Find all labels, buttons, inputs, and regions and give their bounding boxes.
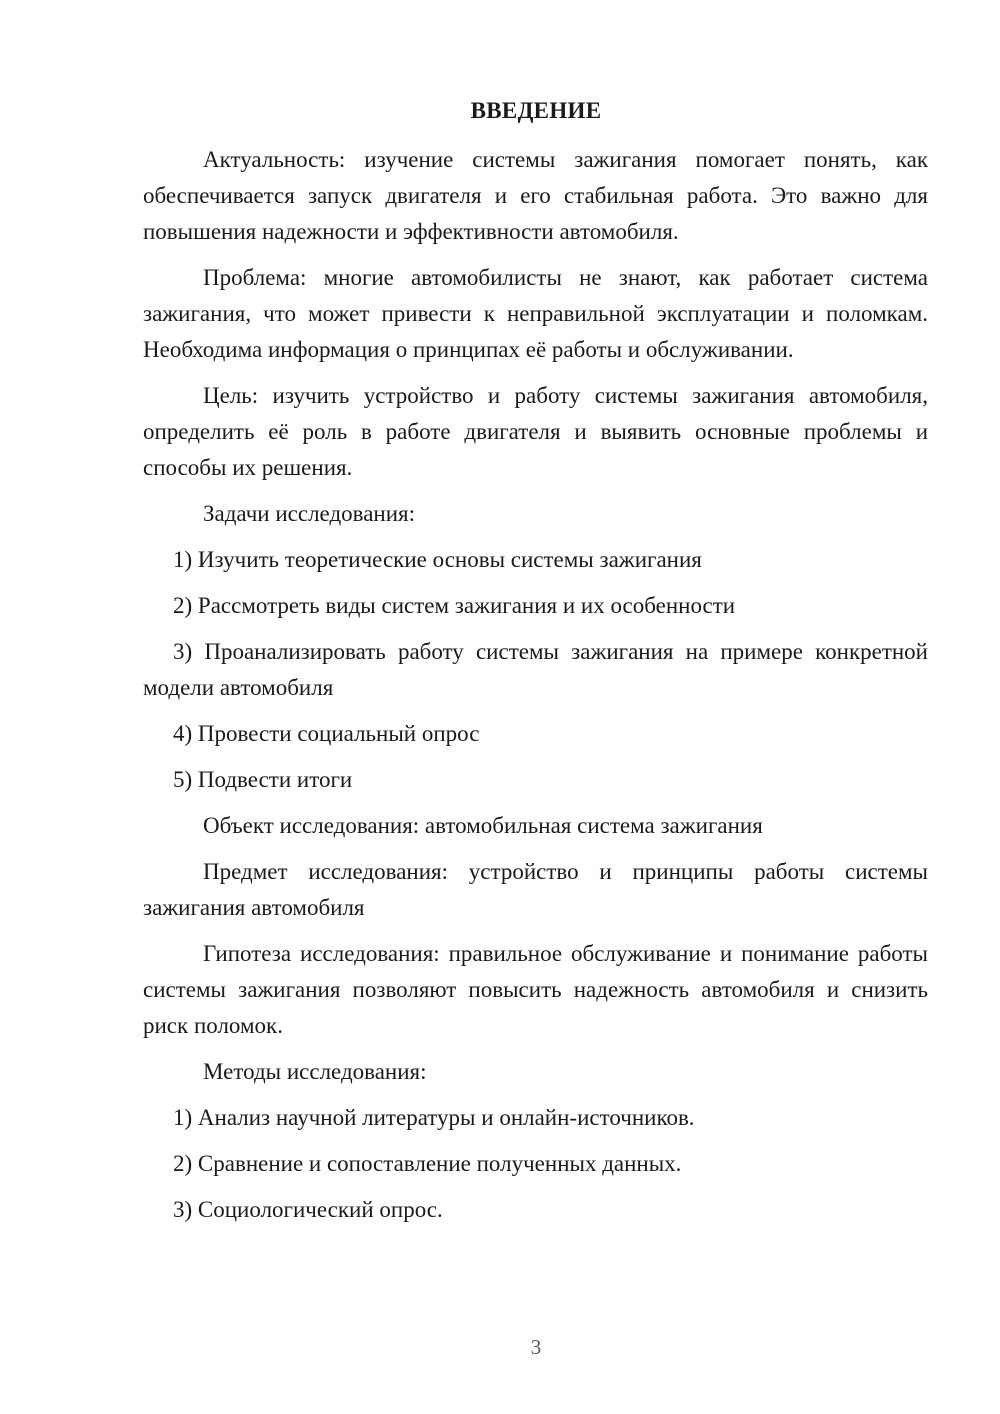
tasks-list: [143, 542, 928, 798]
hypothesis-paragraph: Гипотеза исследования: правильное обслуживание и понимание работы системы зажигания позволяют повысить надежность автомобиля и снизить риск поломок.: [143, 941, 928, 1038]
document-body: [143, 142, 928, 1238]
tasks-heading: Задачи исследования:: [203, 501, 416, 526]
method-item-3: 3) Социологический опрос.: [173, 1197, 443, 1222]
method-item-1: 1) Анализ научной литературы и онлайн-источников.: [173, 1105, 695, 1130]
goal-paragraph: Цель: изучить устройство и работу системы зажигания автомобиля, определить её роль в работе двигателя и выявить основные проблемы и способы их решения.: [143, 383, 928, 480]
page-title: ВВЕДЕНИЕ: [470, 98, 602, 123]
task-item-1: 1) Изучить теоретические основы системы зажигания: [173, 547, 702, 572]
methods-list: [143, 1100, 928, 1228]
relevance-paragraph: Актуальность: изучение системы зажигания помогает понять, как обеспечивается запуск двигателя и его стабильная работа. Это важно для повышения надежности и эффективности автомобиля.: [143, 147, 928, 244]
page-number: 3: [530, 1335, 542, 1359]
method-item-2: 2) Сравнение и сопоставление полученных данных.: [173, 1151, 682, 1176]
object-paragraph: Объект исследования: автомобильная система зажигания: [203, 813, 763, 838]
subject-paragraph: Предмет исследования: устройство и принципы работы системы зажигания автомобиля: [143, 859, 928, 920]
task-item-3: 3) Проанализировать работу системы зажигания на примере конкретной модели автомобиля: [143, 639, 928, 700]
problem-paragraph: Проблема: многие автомобилисты не знают, как работает система зажигания, что может привести к неправильной эксплуатации и поломкам. Необходима информация о принципах её работы и обслуживании.: [143, 265, 928, 362]
task-item-4: 4) Провести социальный опрос: [173, 721, 480, 746]
methods-heading: Методы исследования:: [203, 1059, 427, 1084]
task-item-5: 5) Подвести итоги: [173, 767, 353, 792]
task-item-2: 2) Рассмотреть виды систем зажигания и их особенности: [173, 593, 736, 618]
